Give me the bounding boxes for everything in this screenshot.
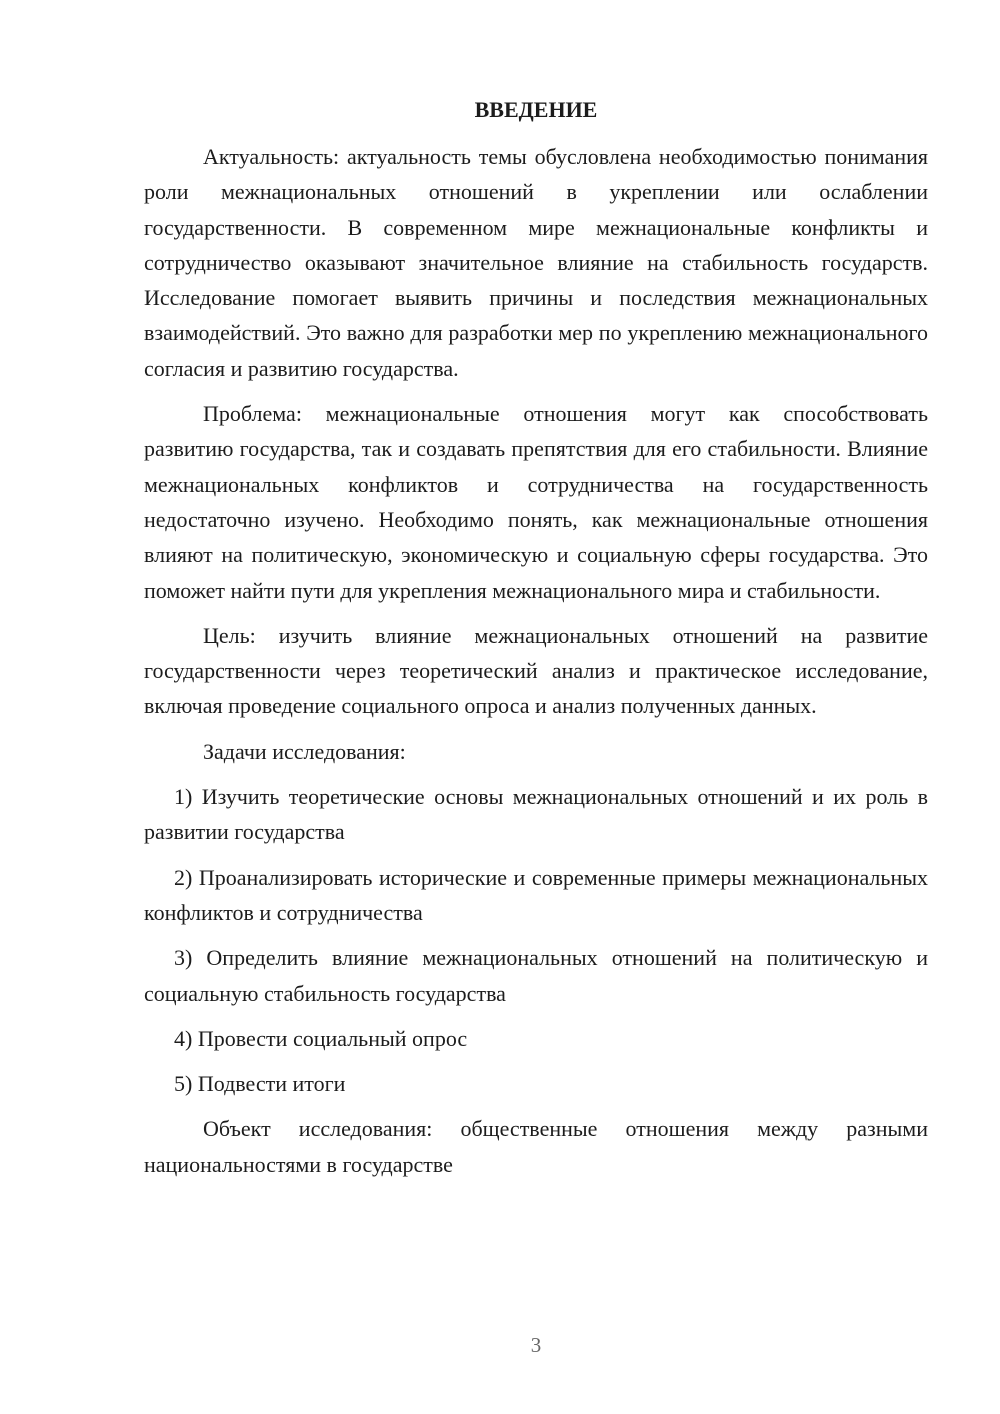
goal-paragraph: Цель: изучить влияние межнациональных отношений на развитие государственности через теоретический анализ и практическое исследование, включая проведение социального опроса и анализ полученных данных.	[144, 622, 928, 719]
task-item: 4) Провести социальный опрос	[174, 1025, 468, 1051]
problem-paragraph: Проблема: межнациональные отношения могут как способствовать развитию государства, так и создавать препятствия для его стабильности. Влияние межнациональных конфликтов и сотрудничества на государственность недостаточно изучено. Необходимо понять, как межнациональные отношения влияют на политическую, экономическую и социальную сферы государства. Это поможет найти пути для укрепления межнационального мира и стабильности.	[144, 401, 928, 603]
tasks-heading: Задачи исследования:	[203, 738, 406, 764]
task-item: 3) Определить влияние межнациональных отношений на политическую и социальную стабильность государства	[144, 945, 928, 1006]
task-item: 5) Подвести итоги	[174, 1071, 346, 1097]
task-item: 2) Проанализировать исторические и современные примеры межнациональных конфликтов и сотрудничества	[144, 864, 928, 925]
task-item: 1) Изучить теоретические основы межнациональных отношений и их роль в развитии государства	[144, 784, 928, 845]
object-paragraph: Объект исследования: общественные отношения между разными национальностями в государстве	[144, 1116, 928, 1177]
page-number: 3	[530, 1333, 542, 1357]
relevance-paragraph: Актуальность: актуальность темы обусловлена необходимостью понимания роли межнациональных отношений в укреплении или ослаблении государственности. В современном мире межнациональные конфликты и сотрудничество оказывают значительное влияние на стабильность государств. Исследование помогает выявить причины и последствия межнациональных взаимодействий. Это важно для разработки мер по укреплению межнационального согласия и развитию государства.	[144, 144, 928, 381]
document-page	[144, 92, 928, 1192]
section-title: ВВЕДЕНИЕ	[474, 97, 598, 122]
